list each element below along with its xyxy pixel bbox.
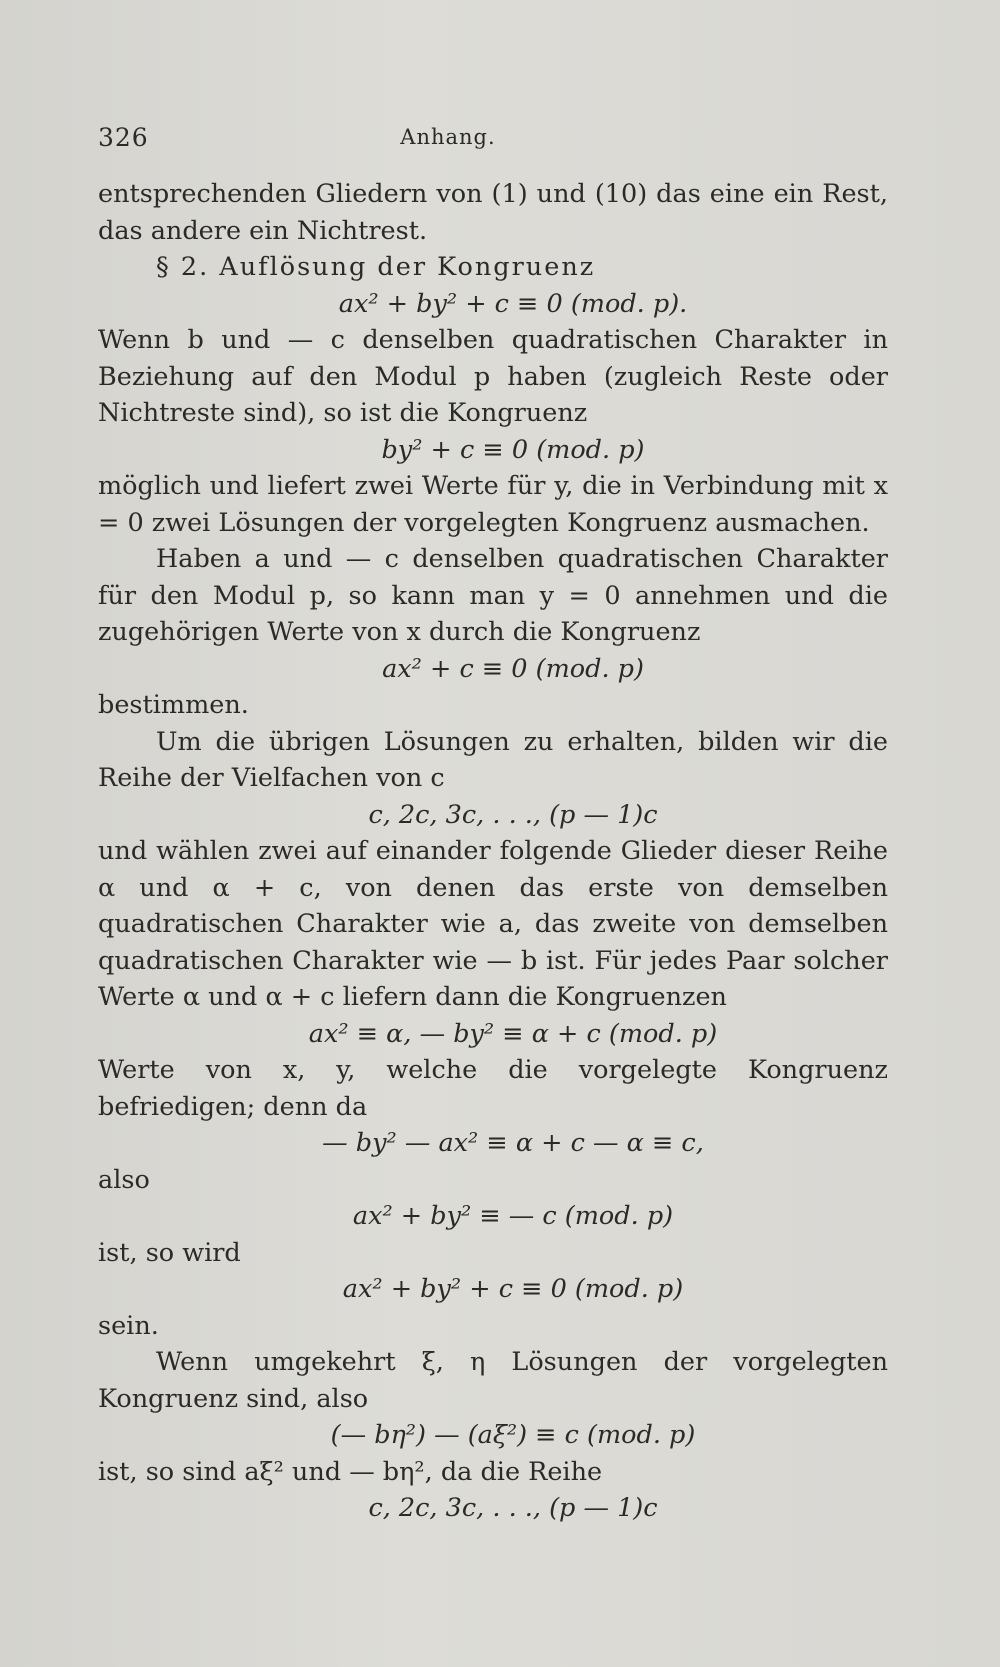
paragraph: Haben a und — c denselben quadratischen Charakter für den Modul p, so kann man y = 0 annehmen und die zugehörigen Werte von x durch die Kongruenz [98, 544, 888, 647]
equation: by² + c ≡ 0 (mod. p) [381, 434, 645, 465]
paragraph: Wenn umgekehrt ξ, η Lösungen der vorgelegten Kongruenz sind, also [98, 1347, 888, 1414]
equation: ax² + by² ≡ — c (mod. p) [352, 1201, 674, 1231]
paragraph: also [98, 1164, 150, 1195]
page-number: 326 [98, 123, 149, 152]
running-head: Anhang. [400, 125, 496, 149]
paragraph: möglich und liefert zwei Werte für y, die in Verbindung mit x = 0 zwei Lösungen der vorgelegten Kongruenz ausmachen. [98, 471, 888, 538]
page-body [98, 176, 888, 1527]
paragraph: ist, so wird [98, 1237, 241, 1268]
equation: ax² ≡ α, — by² ≡ α + c (mod. p) [308, 1018, 718, 1049]
paragraph-continuation: entsprechenden Gliedern von (1) und (10) das eine ein Rest, das andere ein Nichtrest. [98, 179, 888, 246]
equation: — by² — ax² ≡ α + c — α ≡ c, [322, 1128, 704, 1158]
equation-multiples: c, 2c, 3c, . . ., (p — 1)c [368, 1493, 658, 1523]
paragraph: Wenn b und — c denselben quadratischen Charakter in Beziehung auf den Modul p haben (zugleich Reste oder Nichtreste sind), so ist die Kongruenz [98, 325, 888, 428]
page-header [98, 123, 898, 163]
equation: (— bη²) — (aξ²) ≡ c (mod. p) [330, 1420, 696, 1450]
paragraph: bestimmen. [98, 690, 249, 720]
paragraph: Um die übrigen Lösungen zu erhalten, bilden wir die Reihe der Vielfachen von c [98, 726, 888, 793]
equation-main-congruence: ax² + by² + c ≡ 0 (mod. p). [338, 288, 688, 319]
equation-multiples: c, 2c, 3c, . . ., (p — 1)c [368, 799, 658, 830]
paragraph: Werte von x, y, welche die vorgelegte Kongruenz befriedigen; denn da [98, 1055, 888, 1122]
section-heading: § 2. Auflösung der Kongruenz [156, 252, 596, 282]
paragraph: sein. [98, 1310, 159, 1341]
equation: ax² + by² + c ≡ 0 (mod. p) [342, 1274, 684, 1304]
equation: ax² + c ≡ 0 (mod. p) [382, 653, 644, 684]
paragraph: ist, so sind aξ² und — bη², da die Reihe [98, 1456, 603, 1487]
paragraph: und wählen zwei auf einander folgende Glieder dieser Reihe α und α + c, von denen das erste von demselben quadratischen Charakter wie a, das zweite von demselben quadratischen Charakter wie — b ist. Für jedes Paar solcher Werte α und α + c liefern dann die Kongruenzen [98, 836, 888, 1012]
